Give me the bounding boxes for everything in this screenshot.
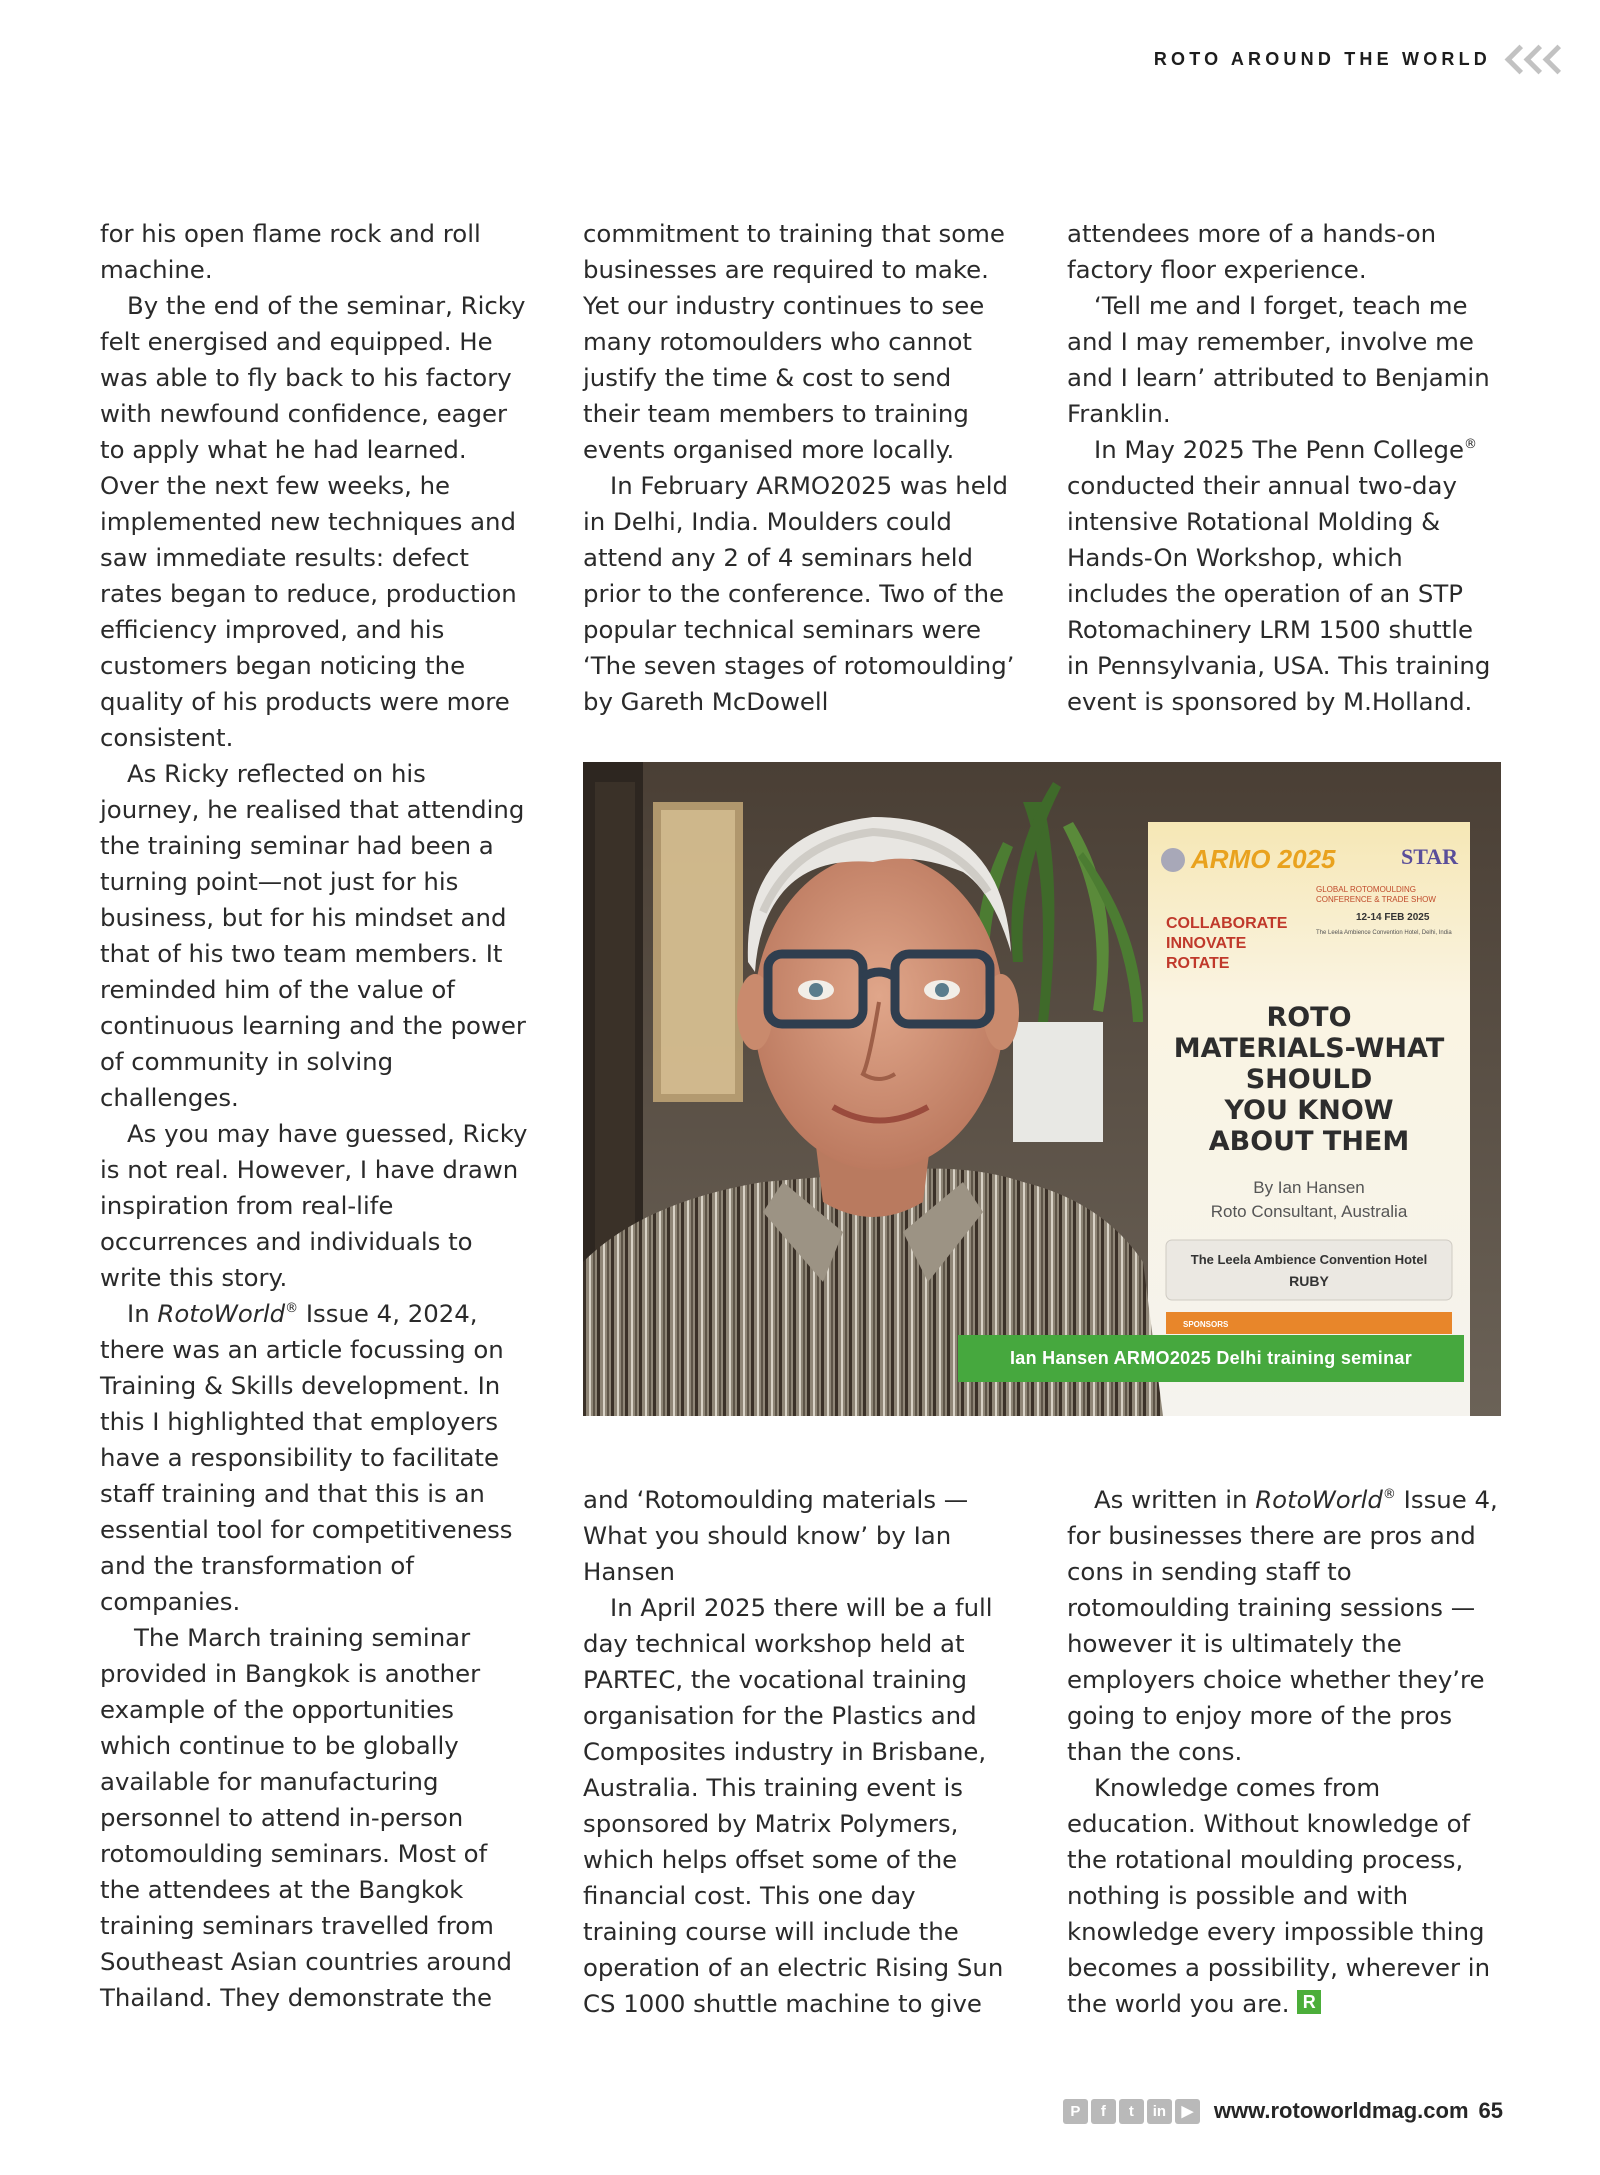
magazine-name: RotoWorld [157, 1299, 286, 1328]
svg-text:MATERIALS-WHAT: MATERIALS-WHAT [1173, 1033, 1445, 1064]
chevron-left-icon [1509, 49, 1566, 70]
paragraph: In May 2025 The Penn College® conducted their annual two-day intensive Rotational Molding & Hands-On Workshop, which includes the operation of an STP Rotomachinery LRM 1500 shuttle in Pennsylvania, USA. This training event is sponsored by M.Holland. [1067, 435, 1491, 716]
facebook-icon[interactable]: f [1091, 2099, 1116, 2124]
page-footer [1063, 2098, 1503, 2124]
paragraph: As you may have guessed, Ricky is not real. However, I have drawn inspiration from real-life occurrences and individuals to write this story. [100, 1119, 528, 1292]
article-column-2-bottom [583, 1482, 1015, 2022]
armo-logo-text: ARMO 2025 [1191, 844, 1336, 874]
twitter-icon[interactable]: t [1119, 2099, 1144, 2124]
svg-text:COLLABORATE: COLLABORATE [1166, 915, 1288, 932]
svg-text:ROTATE: ROTATE [1166, 955, 1230, 972]
paragraph: and ‘Rotomoulding materials — What you should know’ by Ian Hansen [583, 1485, 969, 1586]
pinterest-icon[interactable]: P [1063, 2099, 1088, 2124]
svg-text:YOU KNOW: YOU KNOW [1224, 1095, 1394, 1126]
end-of-article-icon: R [1297, 1990, 1321, 2014]
paragraph: attendees more of a hands-on factory floor experience. [1067, 219, 1437, 284]
article-column-2-top [583, 216, 1015, 720]
svg-text:RUBY: RUBY [1289, 1273, 1329, 1289]
photo-caption: Ian Hansen ARMO2025 Delhi training seminar [958, 1335, 1464, 1382]
event-standee [1148, 822, 1470, 1416]
paragraph: As written in RotoWorld® Issue 4, for businesses there are pros and cons in sending staff to rotomoulding training sessions — however it is ultimately the employers choice whether they’re going to enjoy more of the pros than the cons. [1067, 1485, 1498, 1766]
paragraph: The March training seminar provided in Bangkok is another example of the opportunities which continue to be globally available for manufacturing personnel to attend in-person rotomoulding seminars. Most of the attendees at the Bangkok training seminars travelled from Southeast Asian countries around Thailand. They demonstrate the [100, 1623, 513, 2012]
paragraph: In RotoWorld® Issue 4, 2024, there was an article focussing on Training & Skills development. In this I highlighted that employers have a responsibility to facilitate staff training and that this is an essential tool for competitiveness and the transformation of companies. [100, 1299, 513, 1616]
svg-text:The Leela Ambience Convention: The Leela Ambience Convention Hotel [1190, 1252, 1428, 1267]
linkedin-icon[interactable]: in [1147, 2099, 1172, 2124]
partner-logo-text: STAR [1401, 844, 1459, 869]
svg-text:CONFERENCE & TRADE SHOW: CONFERENCE & TRADE SHOW [1316, 895, 1436, 904]
paragraph: By the end of the seminar, Ricky felt energised and equipped. He was able to fly back to his factory with newfound confidence, eager to apply what he had learned. Over the next few weeks, he implemented new techniques and saw immediate results: defect rates began to reduce, production efficiency improved, and his customers began noticing the quality of his products were more consistent. [100, 291, 526, 752]
paragraph: commitment to training that some businesses are required to make. Yet our industry continues to see many rotomoulders who cannot justify the time & cost to send their team members to training events organised more locally. [583, 219, 1005, 464]
article-column-3-bottom [1067, 1482, 1499, 2022]
paragraph: ‘Tell me and I forget, teach me and I may remember, involve me and I learn’ attributed to Benjamin Franklin. [1067, 291, 1490, 428]
website-link[interactable]: www.rotoworldmag.com [1213, 2098, 1469, 2123]
paragraph: for his open flame rock and roll machine. [100, 219, 481, 284]
svg-text:SPONSORS: SPONSORS [1183, 1320, 1229, 1329]
svg-text:GLOBAL ROTOMOULDING: GLOBAL ROTOMOULDING [1316, 885, 1417, 894]
section-header [1154, 44, 1566, 74]
paragraph: As Ricky reflected on his journey, he realised that attending the training seminar had been a turning point—not just for his business, but for his mindset and that of his two team members. It reminded him of the value of continuous learning and the power of community in solving challenges. [100, 759, 526, 1112]
svg-text:INNOVATE: INNOVATE [1166, 935, 1247, 952]
paragraph: Knowledge comes from education. Without knowledge of the rotational moulding process, nothing is possible and with knowledge every impossible thing becomes a possibility, wherever in the world you are. R [1067, 1773, 1491, 2018]
photo-ian-hansen [583, 762, 1501, 1416]
social-icons [1063, 2099, 1200, 2124]
svg-text:Roto Consultant, Australia: Roto Consultant, Australia [1210, 1202, 1408, 1221]
svg-text:ROTO: ROTO [1266, 1002, 1352, 1033]
section-label: ROTO AROUND THE WORLD [1153, 48, 1491, 69]
paragraph: In April 2025 there will be a full day technical workshop held at PARTEC, the vocational training organisation for the Plastics and Composites industry in Brisbane, Australia. This training event is sponsored by Matrix Polymers, which helps offset some of the financial cost. This one day training course will include the operation of an electric Rising Sun CS 1000 shuttle machine to give [583, 1593, 1004, 2018]
svg-text:By Ian Hansen: By Ian Hansen [1253, 1178, 1365, 1197]
youtube-icon[interactable]: ▶ [1175, 2099, 1200, 2124]
paragraph: In February ARMO2025 was held in Delhi, India. Moulders could attend any 2 of 4 seminars held prior to the conference. Two of the popular technical seminars were ‘The seven stages of rotomoulding’ by Gareth McDowell [583, 471, 1015, 716]
svg-text:12-14 FEB 2025: 12-14 FEB 2025 [1356, 912, 1430, 923]
article-column-1 [100, 216, 532, 2016]
svg-text:ABOUT THEM: ABOUT THEM [1208, 1126, 1410, 1157]
svg-text:The Leela Ambience Convention: The Leela Ambience Convention Hotel, Delhi, India [1316, 930, 1452, 936]
article-column-3-top [1067, 216, 1499, 720]
page-number: 65 [1478, 2098, 1503, 2123]
magazine-name: RotoWorld [1255, 1485, 1383, 1514]
svg-text:SHOULD: SHOULD [1245, 1064, 1373, 1095]
